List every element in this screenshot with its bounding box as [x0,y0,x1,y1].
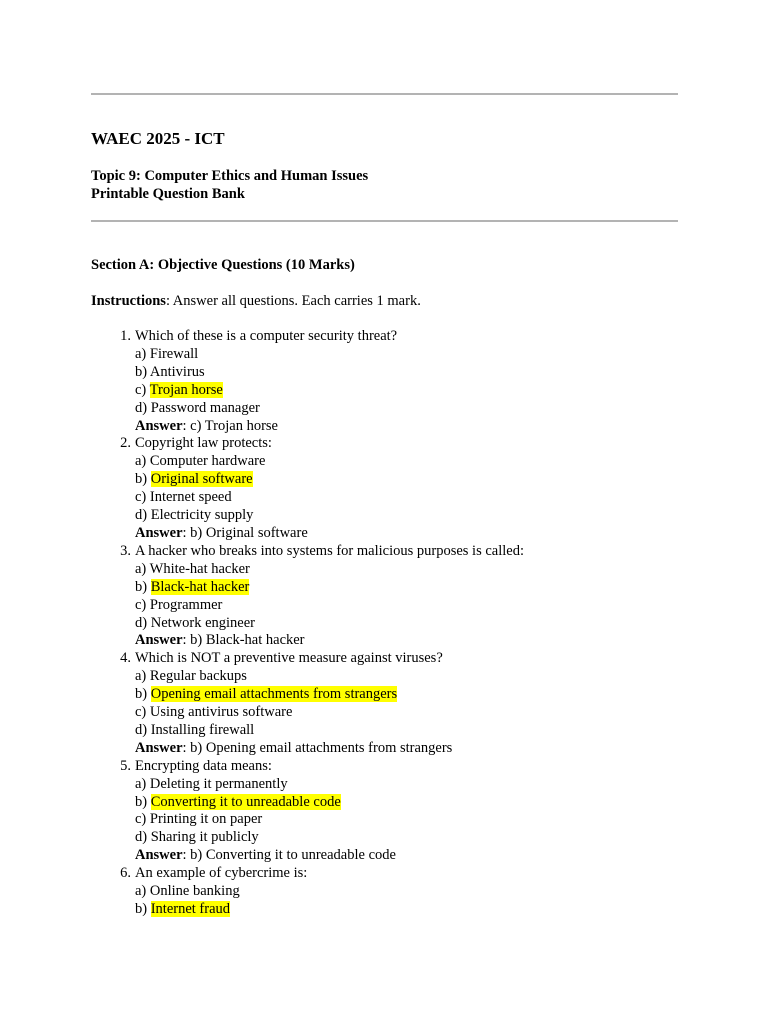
option-text: Printing it on paper [149,811,263,828]
option-text: Password manager [150,399,260,416]
answer-text: : b) Original software [182,524,308,541]
option-prefix: a) [135,668,150,685]
option-line [135,704,678,722]
option-prefix: b) [135,578,151,595]
question-number: 3. [120,542,131,559]
option-line [135,453,678,471]
option-text: Firewall [149,345,199,362]
highlighted-correct-option: Opening email attachments from strangers [150,686,398,703]
option-text: Sharing it publicly [150,829,259,846]
option-prefix: b) [135,363,150,380]
answer-line [135,632,678,650]
option-text: White-hat hacker [149,560,250,577]
answer-label: Answer [135,739,183,756]
option-prefix: a) [135,560,150,577]
answer-text: : b) Converting it to unreadable code [182,847,396,864]
option-prefix: a) [135,345,150,362]
header-divider [91,220,678,222]
question-text: A hacker who breaks into systems for malicious purposes is called: [135,542,525,559]
option-line [135,883,678,901]
answer-label: Answer [135,417,183,434]
answer-line [135,847,678,865]
question-text: Copyright law protects: [135,435,272,452]
question-list [91,328,678,919]
instructions-label: Instructions [91,293,166,309]
answer-text: : b) Opening email attachments from strangers [182,739,453,756]
option-line [135,776,678,794]
option-line [135,615,678,633]
instructions [91,292,421,310]
question-bank-label: Printable Question Bank [91,186,245,202]
question-text: An example of cybercrime is: [135,865,308,882]
option-text: Internet speed [149,489,232,506]
answer-label: Answer [135,524,183,541]
option-line [135,597,678,615]
instructions-text: : Answer all questions. Each carries 1 mark. [165,293,421,309]
answer-line [135,525,678,543]
answer-text: : b) Black-hat hacker [182,632,305,649]
option-prefix: c) [135,596,150,613]
option-prefix: c) [135,811,150,828]
option-line [135,668,678,686]
option-prefix: a) [135,883,150,900]
option-line [135,722,678,740]
option-text: Programmer [149,596,223,613]
option-prefix: c) [135,704,150,721]
question-text: Which of these is a computer security threat? [135,328,398,344]
answer-label: Answer [135,847,183,864]
option-line [135,829,678,847]
top-divider [91,93,678,95]
option-prefix: c) [135,381,150,398]
option-text: Computer hardware [149,453,266,470]
option-text: Network engineer [150,614,255,631]
option-line [135,382,678,400]
option-line [135,489,678,507]
highlighted-correct-option: Internet fraud [150,901,231,917]
option-line [135,471,678,489]
option-text: Deleting it permanently [149,775,288,792]
option-prefix: a) [135,775,150,792]
topic-heading: Topic 9: Computer Ethics and Human Issues [91,168,369,184]
question-number: 6. [120,865,131,882]
highlighted-correct-option: Black-hat hacker [150,578,250,595]
option-prefix: d) [135,829,151,846]
option-prefix: b) [135,471,151,488]
question-item [91,435,678,542]
section-heading: Section A: Objective Questions (10 Marks) [91,257,355,273]
option-line [135,794,678,812]
highlighted-correct-option: Original software [150,471,253,488]
option-prefix: d) [135,399,151,416]
option-prefix: b) [135,793,151,810]
document-title: WAEC 2025 - ICT [91,129,225,148]
question-number: 5. [120,757,131,774]
option-prefix: c) [135,489,150,506]
option-text: Installing firewall [150,721,255,738]
option-line [135,507,678,525]
option-prefix: b) [135,901,151,917]
question-text: Which is NOT a preventive measure against viruses? [135,650,443,667]
option-line [135,400,678,418]
option-prefix: d) [135,614,151,631]
option-prefix: a) [135,453,150,470]
question-item [91,543,678,650]
option-line [135,811,678,829]
question-item [91,758,678,865]
option-text: Regular backups [149,668,247,685]
question-item [91,650,678,757]
option-text: Using antivirus software [149,704,293,721]
highlighted-correct-option: Trojan horse [149,381,223,398]
option-line [135,686,678,704]
answer-text: : c) Trojan horse [182,417,278,434]
option-text: Antivirus [149,363,205,380]
option-text: Online banking [149,883,240,900]
option-prefix: d) [135,507,151,524]
question-number: 4. [120,650,131,667]
option-prefix: b) [135,686,151,703]
option-text: Electricity supply [150,507,254,524]
answer-line [135,740,678,758]
question-item [91,328,678,435]
question-text: Encrypting data means: [135,757,272,774]
option-line [135,346,678,364]
question-item [91,865,678,919]
question-number: 1. [120,328,131,344]
option-line [135,901,678,919]
document-subtitle-block [91,167,368,203]
highlighted-correct-option: Converting it to unreadable code [150,793,341,810]
answer-label: Answer [135,632,183,649]
option-line [135,364,678,382]
option-line [135,579,678,597]
option-line [135,561,678,579]
option-prefix: d) [135,721,151,738]
question-number: 2. [120,435,131,452]
answer-line [135,418,678,436]
